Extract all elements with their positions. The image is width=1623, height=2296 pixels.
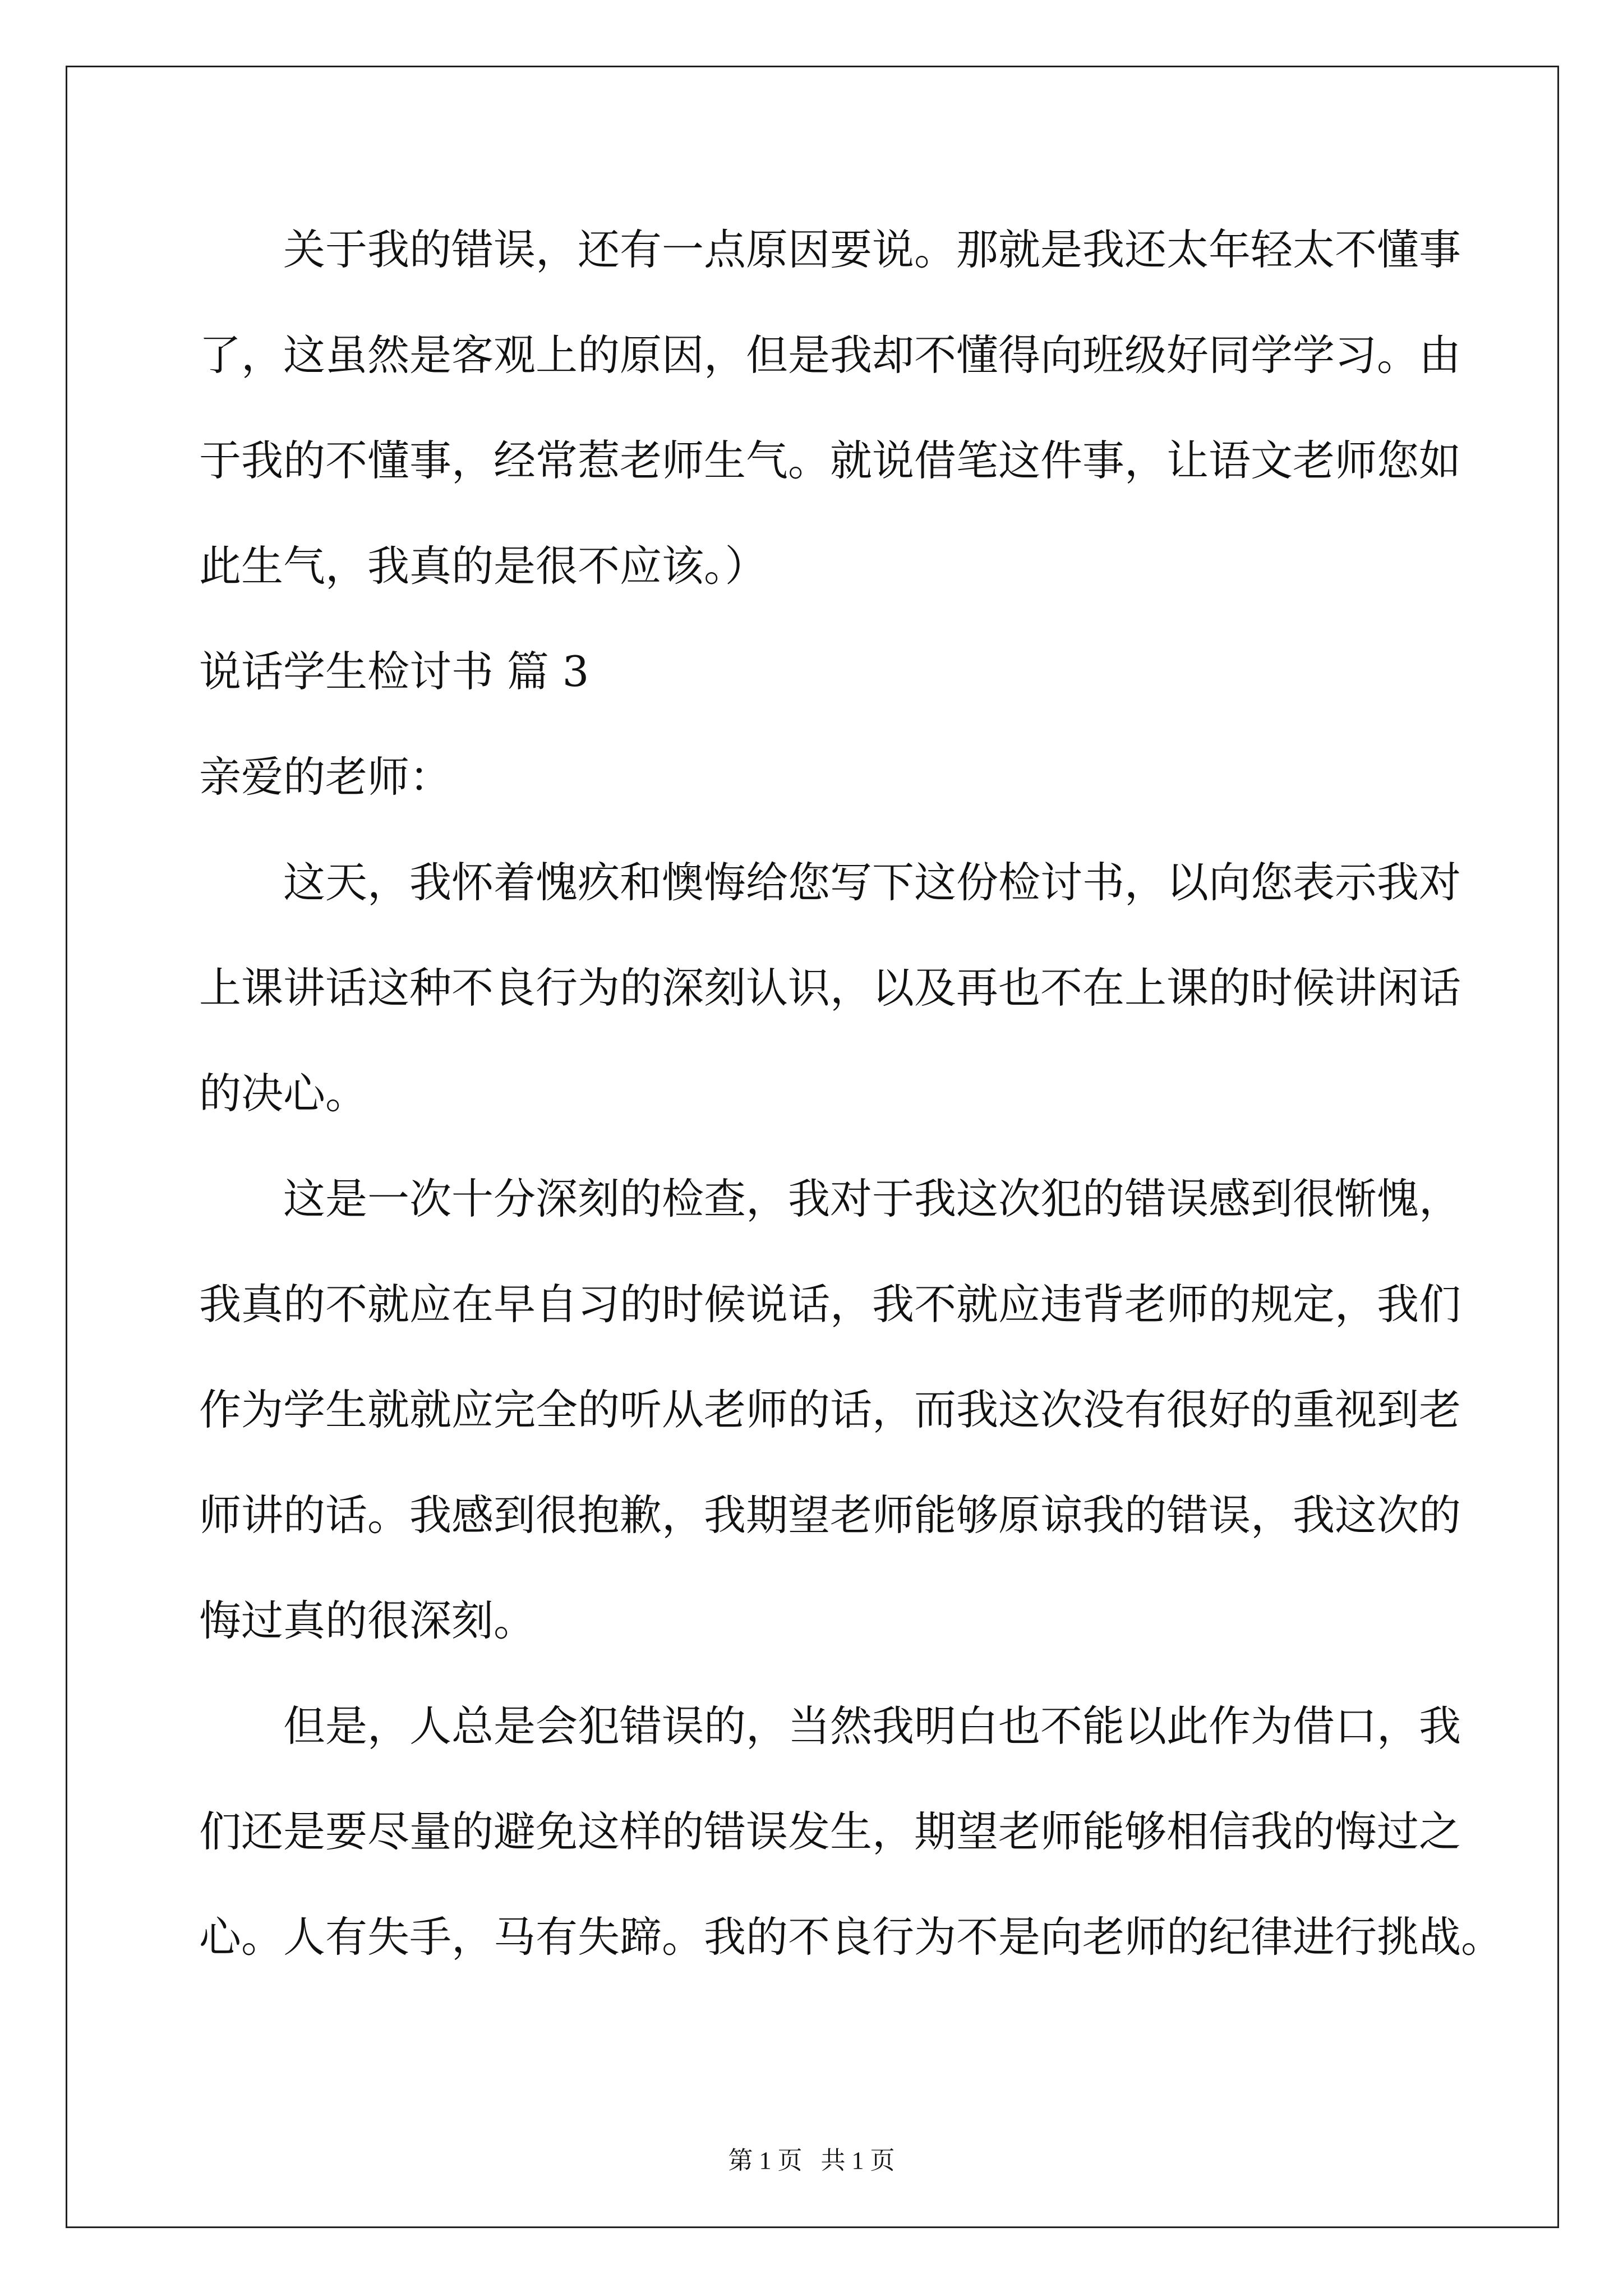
text-line: 悔过真的很深刻。 (199, 1596, 536, 1645)
text-line: 这天，我怀着愧疚和懊悔给您写下这份检讨书，以向您表示我对 (283, 858, 1461, 907)
text-line: 上课讲话这种不良行为的深刻认识，以及再也不在上课的时候讲闲话 (199, 963, 1461, 1013)
text-line: 作为学生就就应完全的听从老师的话，而我这次没有很好的重视到老 (199, 1385, 1461, 1434)
text-line: 了，这虽然是客观上的原因，但是我却不懂得向班级好同学学习。由 (199, 330, 1461, 380)
text-line: 们还是要尽量的避免这样的错误发生，期望老师能够相信我的悔过之 (199, 1807, 1461, 1856)
text-line: 师讲的话。我感到很抱歉，我期望老师能够原谅我的错误，我这次的 (199, 1490, 1461, 1540)
salutation: 亲爱的老师： (199, 752, 452, 802)
text-line: 于我的不懂事，经常惹老师生气。就说借笔这件事，让语文老师您如 (199, 436, 1461, 485)
text-line: 心。人有失手，马有失蹄。我的不良行为不是向老师的纪律进行挑战。 (199, 1912, 1504, 1962)
text-line: 的决心。 (199, 1069, 368, 1118)
text-line: 但是，人总是会犯错误的，当然我明白也不能以此作为借口，我 (283, 1701, 1461, 1751)
text-line: 关于我的错误，还有一点原因要说。那就是我还太年轻太不懂事 (283, 225, 1461, 274)
text-line: 此生气，我真的是很不应该。） (199, 541, 767, 591)
section-heading: 说话学生检讨书 篇 3 (199, 647, 589, 696)
text-line: 我真的不就应在早自习的时候说话，我不就应违背老师的规定，我们 (199, 1280, 1461, 1329)
text-line: 这是一次十分深刻的检查，我对于我这次犯的错误感到很惭愧， (283, 1174, 1461, 1223)
page-number-footer: 第 1 页 共 1 页 (728, 2147, 895, 2174)
document-body (199, 216, 1504, 2009)
